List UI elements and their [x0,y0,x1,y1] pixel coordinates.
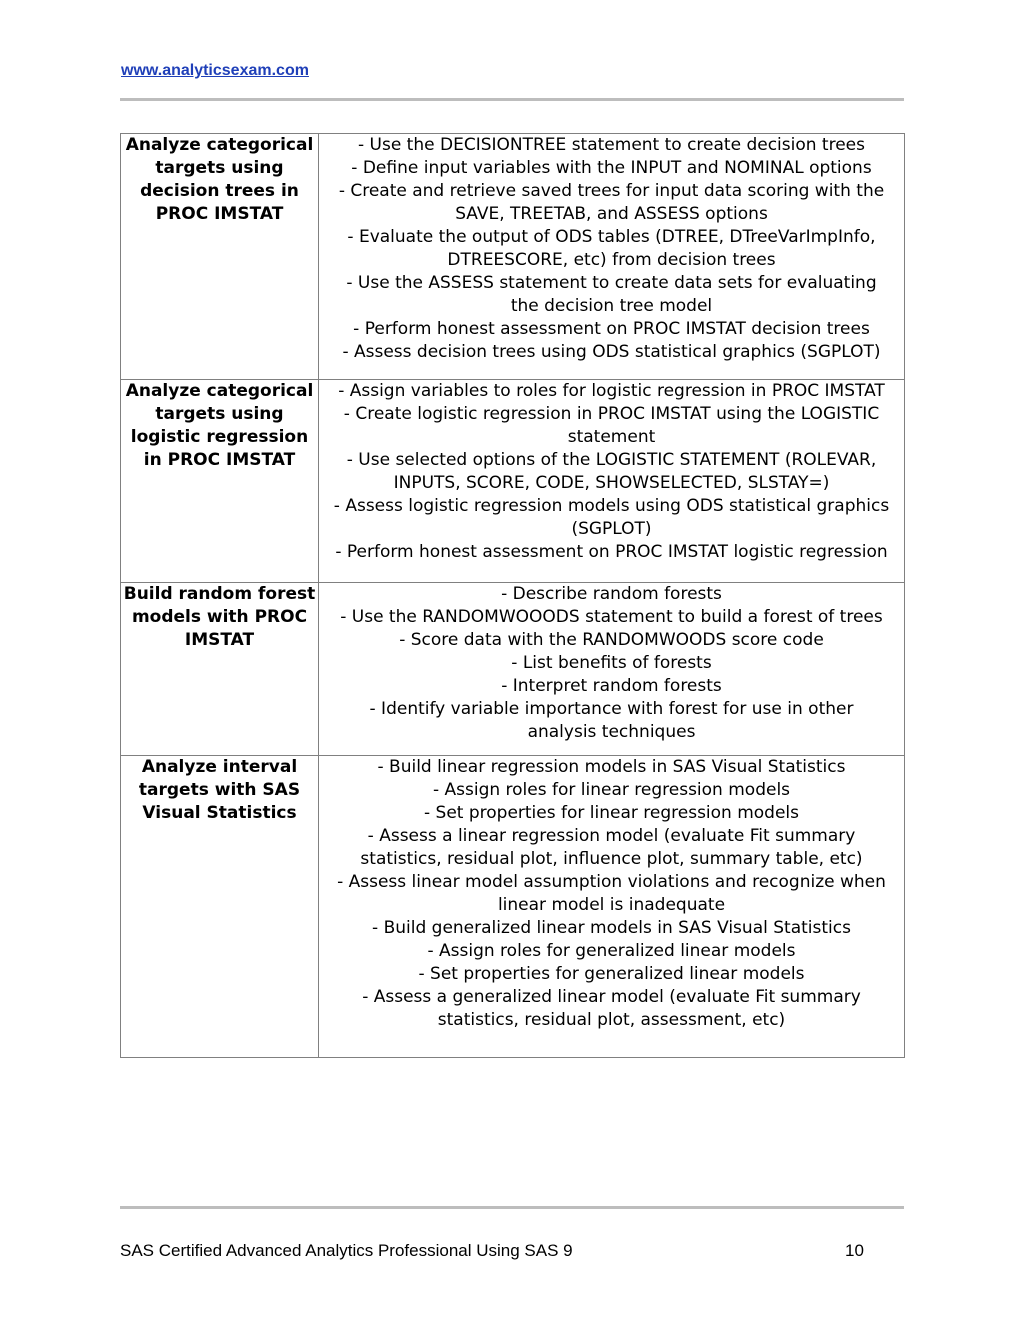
topic-cell [121,380,319,583]
detail-line: - Define input variables with the INPUT and NOMINAL options [351,158,872,178]
table-row [121,134,905,380]
detail-line: - Create logistic regression in PROC IMSTAT using the LOGISTIC [343,404,880,424]
detail-line: - Use selected options of the LOGISTIC STATEMENT (ROLEVAR, [346,450,877,470]
topic-line: Build random forest [123,584,316,604]
detail-line: statement [567,427,656,447]
detail-line: statistics, residual plot, assessment, etc) [437,1010,786,1030]
topic-line: models with PROC [131,607,308,627]
topic-line: Analyze categorical [125,135,314,155]
detail-line: - Score data with the RANDOMWOODS score code [399,630,824,650]
page-number: 10 [845,1241,864,1260]
detail-line: - Use the RANDOMWOOODS statement to build a forest of trees [340,607,883,627]
detail-line: analysis techniques [527,722,696,742]
topic-cell [121,134,319,380]
detail-line: the decision tree model [510,296,713,316]
detail-line: - Perform honest assessment on PROC IMSTAT logistic regression [335,542,888,562]
detail-line: - Build generalized linear models in SAS Visual Statistics [372,918,851,938]
detail-line: - Use the ASSESS statement to create data sets for evaluating [346,273,877,293]
detail-line: - Set properties for generalized linear models [418,964,805,984]
footer-divider [120,1206,904,1209]
detail-line: - Interpret random forests [501,676,722,696]
detail-line: - Assign roles for generalized linear models [427,941,796,961]
detail-line: statistics, residual plot, influence plot, summary table, etc) [360,849,863,869]
detail-line: - Assign roles for linear regression models [432,780,791,800]
detail-line: - Create and retrieve saved trees for input data scoring with the [338,181,885,201]
header-divider [120,98,904,101]
detail-line: INPUTS, SCORE, CODE, SHOWSELECTED, SLSTAY=) [393,473,830,493]
detail-line: - Assess a linear regression model (evaluate Fit summary [367,826,856,846]
detail-line: (SGPLOT) [571,519,652,539]
topic-line: Analyze categorical [125,381,314,401]
topic-line: in PROC IMSTAT [143,450,296,470]
details-cell [319,380,905,583]
topic-line: logistic regression [130,427,309,447]
details-cell [319,756,905,1058]
table-row [121,756,905,1058]
exam-objectives-table [120,133,905,1058]
detail-line: - Perform honest assessment on PROC IMSTAT decision trees [353,319,870,339]
website-link[interactable]: www.analyticsexam.com [121,62,309,79]
topic-line: IMSTAT [184,630,255,650]
topic-cell [121,756,319,1058]
detail-line: linear model is inadequate [497,895,726,915]
detail-line: DTREESCORE, etc) from decision trees [447,250,776,270]
topic-line: Analyze interval [141,757,298,777]
topic-line: PROC IMSTAT [155,204,284,224]
topic-line: targets using [155,404,284,424]
topic-line: targets with SAS [138,780,301,800]
details-cell [319,134,905,380]
detail-line: - Assess logistic regression models using ODS statistical graphics [333,496,890,516]
detail-line: - Assess decision trees using ODS statistical graphics (SGPLOT) [342,342,881,362]
topic-line: Visual Statistics [142,803,297,823]
detail-line: - Build linear regression models in SAS Visual Statistics [377,757,846,777]
footer-title: SAS Certified Advanced Analytics Professional Using SAS 9 [120,1241,573,1260]
topic-line: decision trees in [140,181,299,201]
details-cell [319,583,905,756]
detail-line: - Assess a generalized linear model (evaluate Fit summary [362,987,861,1007]
detail-line: - Use the DECISIONTREE statement to create decision trees [357,135,865,155]
table-row [121,583,905,756]
detail-line: - Set properties for linear regression models [423,803,800,823]
detail-line: - Assign variables to roles for logistic regression in PROC IMSTAT [338,381,885,401]
detail-line: SAVE, TREETAB, and ASSESS options [455,204,768,224]
topic-line: targets using [155,158,284,178]
detail-line: - List benefits of forests [511,653,712,673]
topic-cell [121,583,319,756]
detail-line: - Identify variable importance with forest for use in other [369,699,854,719]
detail-line: - Assess linear model assumption violations and recognize when [337,872,886,892]
table-row [121,380,905,583]
detail-line: - Evaluate the output of ODS tables (DTREE, DTreeVarImpInfo, [347,227,876,247]
detail-line: - Describe random forests [501,584,722,604]
